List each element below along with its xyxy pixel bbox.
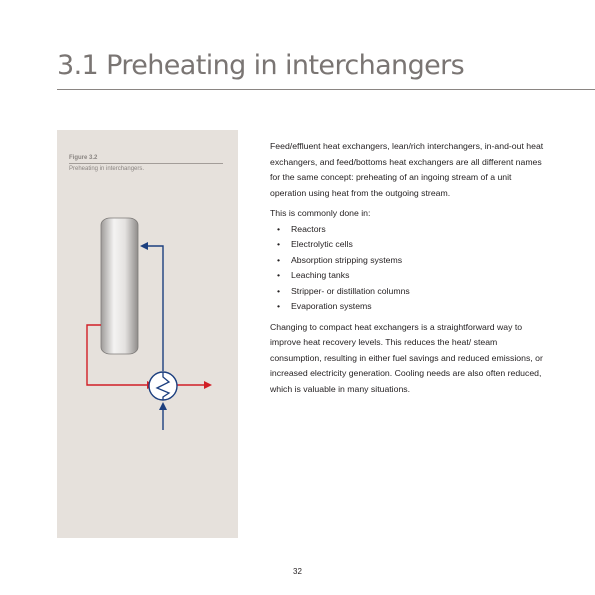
list-item: • Electrolytic cells xyxy=(270,237,545,253)
figure-panel xyxy=(57,130,238,538)
list-item: • Absorption stripping systems xyxy=(270,253,545,269)
list-item: • Reactors xyxy=(270,222,545,238)
intro-paragraph: Feed/effluent heat exchangers, lean/rich interchangers, in-and-out heat exchangers, and feed/bottoms heat exchangers are all different names for the same concept: preheating of an ingoing stream of a unit operation using heat from the outgoing stream. xyxy=(270,141,544,198)
body-text xyxy=(270,139,545,402)
heat-exchanger-icon xyxy=(149,372,177,400)
cold-stream-line xyxy=(144,246,163,430)
figure-caption: Preheating in interchangers. xyxy=(69,166,145,172)
page-number: 32 xyxy=(293,567,302,576)
applications-list xyxy=(270,222,545,315)
figure-label: Figure 3.2 xyxy=(69,155,98,161)
conclusion-paragraph: Changing to compact heat exchangers is a straightforward way to improve heat recovery levels. This reduces the heat/ steam consumption, resulting in either fuel savings and reduced emissions, or increased electricity generation. Cooling needs are also often reduced, which is valuable in many situations. xyxy=(270,321,543,394)
process-diagram xyxy=(57,130,238,538)
lead-in-paragraph: This is commonly done in: xyxy=(270,208,371,218)
list-item: • Leaching tanks xyxy=(270,268,545,284)
page-title: 3.1 Preheating in interchangers xyxy=(57,50,465,81)
column-vessel-icon xyxy=(101,218,138,354)
title-divider xyxy=(57,89,595,90)
list-item: • Stripper- or distillation columns xyxy=(270,284,545,300)
list-item: • Evaporation systems xyxy=(270,299,545,315)
